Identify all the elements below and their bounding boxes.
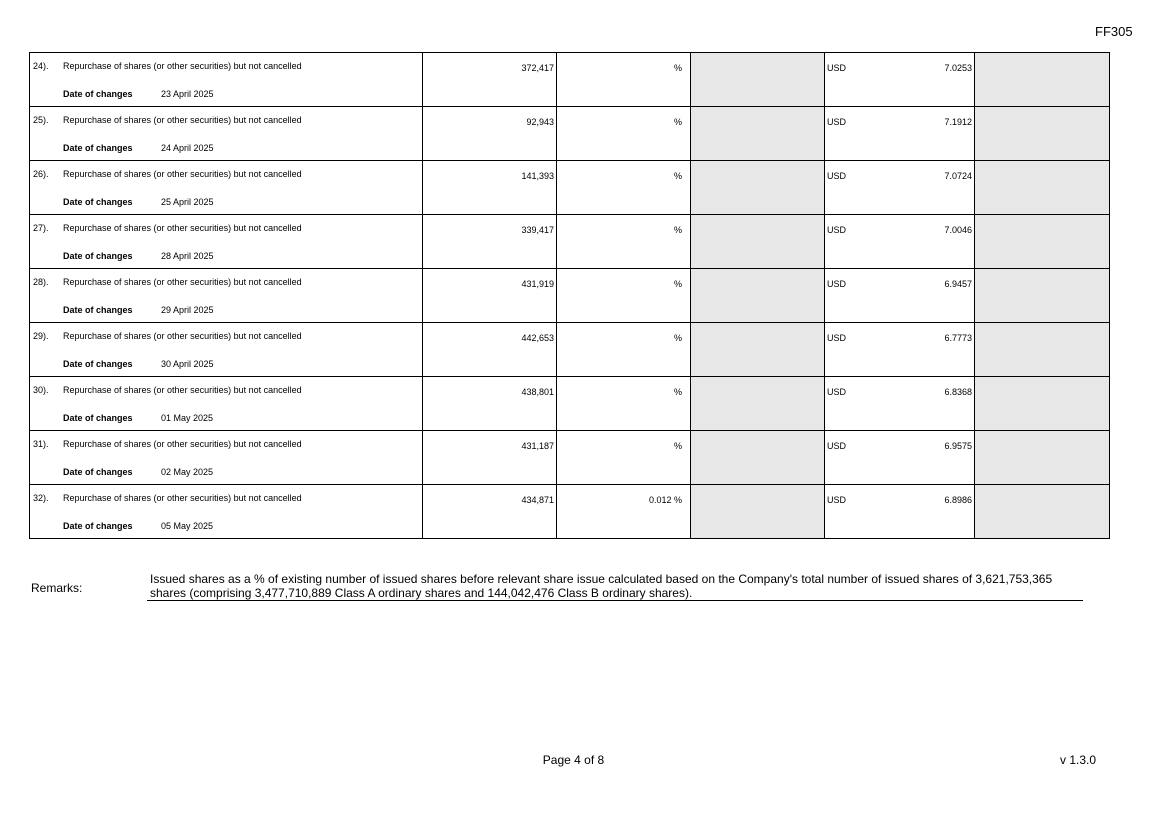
row-index: 26). [33,169,49,179]
percent-cell [557,215,691,269]
percent-value: % [673,171,682,181]
description-cell [30,377,423,431]
date-of-changes-label: Date of changes [63,359,133,369]
form-code: FF305 [1095,24,1133,39]
currency-label: USD [827,495,847,505]
percent-cell [557,323,691,377]
table-row [30,161,1110,215]
table-row [30,53,1110,107]
quantity-cell [423,107,557,161]
row-index: 31). [33,439,49,449]
date-of-changes-label: Date of changes [63,305,133,315]
date-of-changes-value: 01 May 2025 [161,413,214,423]
percent-cell [557,485,691,539]
quantity-cell [423,431,557,485]
price-value: 6.8986 [944,495,972,505]
quantity-cell [423,377,557,431]
price-value: 7.0724 [944,171,972,181]
price-cell [825,485,975,539]
percent-value: % [673,117,682,127]
currency-label: USD [827,333,847,343]
date-of-changes-value: 25 April 2025 [161,197,214,207]
row-description: Repurchase of shares (or other securities) but not cancelled [63,439,302,449]
shaded-cell [975,431,1110,485]
description-cell [30,269,423,323]
records-body [30,53,1110,539]
description-cell [30,53,423,107]
percent-value: % [673,387,682,397]
shaded-cell [691,269,825,323]
row-index: 27). [33,223,49,233]
table-row [30,323,1110,377]
percent-value: 0.012 % [648,495,682,505]
date-of-changes-value: 28 April 2025 [161,251,214,261]
row-description: Repurchase of shares (or other securities) but not cancelled [63,493,302,503]
price-cell [825,323,975,377]
description-cell [30,323,423,377]
currency-label: USD [827,441,847,451]
quantity-cell [423,269,557,323]
share-repurchase-table [29,52,1110,539]
date-of-changes-label: Date of changes [63,143,133,153]
row-description: Repurchase of shares (or other securities) but not cancelled [63,61,302,71]
row-description: Repurchase of shares (or other securities) but not cancelled [63,115,302,125]
quantity-cell [423,485,557,539]
shaded-cell [975,485,1110,539]
percent-value: % [673,333,682,343]
page-number: Page 4 of 8 [542,753,605,767]
quantity-cell [423,53,557,107]
description-cell [30,161,423,215]
table-row [30,431,1110,485]
row-index: 25). [33,115,49,125]
date-of-changes-value: 30 April 2025 [161,359,214,369]
shaded-cell [691,431,825,485]
description-cell [30,431,423,485]
date-of-changes-label: Date of changes [63,251,133,261]
share-quantity: 442,653 [521,333,554,343]
quantity-cell [423,323,557,377]
shaded-cell [975,377,1110,431]
shaded-cell [975,53,1110,107]
shaded-cell [975,161,1110,215]
row-description: Repurchase of shares (or other securities) but not cancelled [63,169,302,179]
date-of-changes-label: Date of changes [63,197,133,207]
price-cell [825,161,975,215]
date-of-changes-value: 02 May 2025 [161,467,214,477]
shaded-cell [691,107,825,161]
percent-value: % [673,441,682,451]
price-value: 7.0253 [944,63,972,73]
date-of-changes-value: 23 April 2025 [161,89,214,99]
currency-label: USD [827,63,847,73]
price-value: 6.8368 [944,387,972,397]
row-description: Repurchase of shares (or other securities) but not cancelled [63,331,302,341]
price-cell [825,107,975,161]
shaded-cell [975,107,1110,161]
percent-cell [557,377,691,431]
share-quantity: 434,871 [521,495,554,505]
date-of-changes-label: Date of changes [63,467,133,477]
share-quantity: 92,943 [526,117,554,127]
share-quantity: 438,801 [521,387,554,397]
table-row [30,377,1110,431]
date-of-changes-label: Date of changes [63,89,133,99]
shaded-cell [691,485,825,539]
price-value: 6.9457 [944,279,972,289]
share-quantity: 372,417 [521,63,554,73]
price-value: 6.9575 [944,441,972,451]
share-quantity: 431,187 [521,441,554,451]
table-row [30,107,1110,161]
price-cell [825,377,975,431]
percent-cell [557,53,691,107]
share-quantity: 339,417 [521,225,554,235]
description-cell [30,107,423,161]
percent-cell [557,161,691,215]
price-cell [825,269,975,323]
shaded-cell [691,161,825,215]
shaded-cell [975,269,1110,323]
price-cell [825,431,975,485]
row-description: Repurchase of shares (or other securities) but not cancelled [63,277,302,287]
share-quantity: 431,919 [521,279,554,289]
percent-cell [557,107,691,161]
row-index: 24). [33,61,49,71]
shaded-cell [975,215,1110,269]
percent-value: % [673,279,682,289]
percent-value: % [673,63,682,73]
table-row [30,269,1110,323]
currency-label: USD [827,387,847,397]
remarks-label: Remarks: [31,581,83,595]
row-description: Repurchase of shares (or other securities) but not cancelled [63,385,302,395]
percent-cell [557,431,691,485]
price-value: 7.1912 [944,117,972,127]
currency-label: USD [827,279,847,289]
description-cell [30,485,423,539]
percent-value: % [673,225,682,235]
date-of-changes-label: Date of changes [63,521,133,531]
quantity-cell [423,215,557,269]
remarks-text: Issued shares as a % of existing number of issued shares before relevant share issue calculated based on the Company's total number of issued shares of 3,621,753,365 shares (comprising 3,477,710,889 Class A ordinary shares and 144,042,476 Class B ordinary shares). [147,572,1083,601]
shaded-cell [691,377,825,431]
description-cell [30,215,423,269]
currency-label: USD [827,117,847,127]
date-of-changes-label: Date of changes [63,413,133,423]
shaded-cell [691,215,825,269]
row-index: 29). [33,331,49,341]
price-value: 6.7773 [944,333,972,343]
price-cell [825,53,975,107]
shaded-cell [691,323,825,377]
shaded-cell [691,53,825,107]
row-index: 28). [33,277,49,287]
row-index: 32). [33,493,49,503]
currency-label: USD [827,171,847,181]
date-of-changes-value: 05 May 2025 [161,521,214,531]
row-description: Repurchase of shares (or other securities) but not cancelled [63,223,302,233]
percent-cell [557,269,691,323]
price-cell [825,215,975,269]
quantity-cell [423,161,557,215]
date-of-changes-value: 29 April 2025 [161,305,214,315]
table-row [30,215,1110,269]
shaded-cell [975,323,1110,377]
date-of-changes-value: 24 April 2025 [161,143,214,153]
table-row [30,485,1110,539]
price-value: 7.0046 [944,225,972,235]
currency-label: USD [827,225,847,235]
row-index: 30). [33,385,49,395]
version-label: v 1.3.0 [1060,753,1097,767]
share-quantity: 141,393 [521,171,554,181]
